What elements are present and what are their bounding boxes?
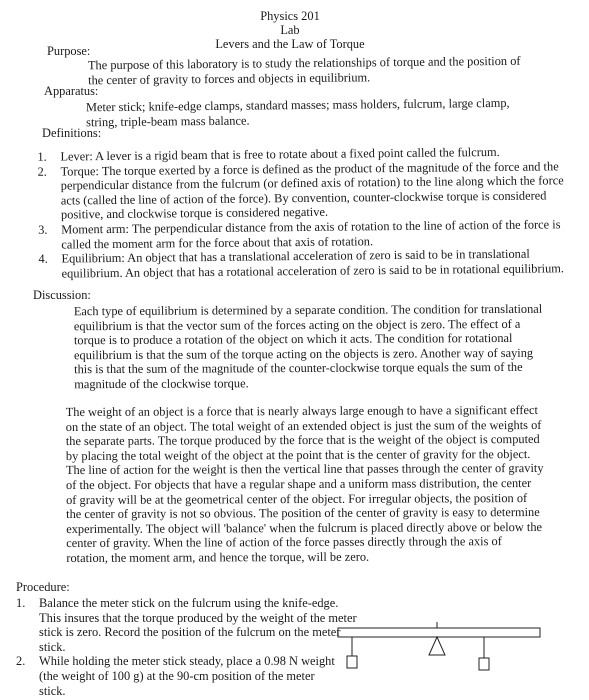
discussion-paragraph-1: [74, 302, 544, 392]
procedure-step-text: While holding the meter stick steady, place a 0.98 N weight (the weight of 100 g) at the 90-cm position of the meter stick.: [39, 654, 335, 698]
purpose-paragraph: The purpose of this laboratory is to study the relationships of torque and the position of the center of gravity to forces and objects in equilibrium.: [87, 53, 521, 87]
definition-text: Lever: A lever is a rigid beam that is free to rotate about a fixed point called the fulcrum.: [60, 144, 500, 164]
apparatus-text: [86, 96, 522, 130]
discussion-heading: Discussion:: [33, 288, 91, 302]
lever-diagram: [334, 618, 544, 688]
purpose-heading: Purpose:: [47, 44, 91, 58]
procedure-step-number: 1.: [16, 596, 26, 610]
left-mass-holder: [347, 656, 357, 668]
document-type: Lab: [280, 23, 300, 37]
apparatus-heading: Apparatus:: [44, 84, 99, 98]
definition-number: 4.: [38, 251, 48, 266]
definition-text: Equilibrium: An object that has a translational acceleration of zero is said to be in translational equilibrium. An object that has a rotational acceleration of zero is said to be in rotational equilibrium.: [61, 246, 565, 281]
lab-title: Levers and the Law of Torque: [215, 37, 365, 51]
definition-item: [37, 159, 566, 223]
definition-number: 2.: [37, 164, 47, 179]
definition-text: Torque: The torque exerted by a force is defined as the product of the magnitude of the force and the perpendicular distance from the fulcrum (or defined axis of rotation) to the line along which the force acts (called the line of action of the force). By convention, counter-clockwise torque is considered positive, and clockwise torque is considered negative.: [60, 158, 564, 222]
definition-text: Moment arm: The perpendicular distance from the axis of rotation to the line of action of the force is called the moment arm for the force about that axis of rotation.: [61, 217, 561, 252]
fulcrum-triangle: [429, 637, 445, 655]
procedure-step-text: Balance the meter stick on the fulcrum using the knife-edge. This insures that the torque produced by the weight of the meter stick is zero. Record the position of the fulcrum on the meter stick.: [39, 596, 357, 654]
apparatus-paragraph: Meter stick; knife-edge clamps, standard masses; mass holders, fulcrum, large clamp, string, triple-beam mass balance.: [85, 95, 510, 129]
definition-number: 3.: [38, 222, 48, 237]
discussion-text: Each type of equilibrium is determined by a separate condition. The condition for translational equilibrium is that the vector sum of the forces acting on the object is zero. The effect of a torque is to produce a rotation of the object on which it acts. The condition for rotational equilibrium is that the sum of the torque acting on the objects is zero. Another way of saying this is that the sum of the magnitude of the counter-clockwise torque equals the sum of the magnitude of the clockwise torque.: [73, 301, 543, 392]
meter-stick: [338, 628, 540, 637]
definitions-list: [37, 144, 566, 281]
right-mass-holder: [479, 658, 489, 670]
definition-number: 1.: [37, 149, 47, 164]
definitions-heading: Definitions:: [42, 126, 102, 140]
discussion-text: The weight of an object is a force that is nearly always large enough to have a significant effect on the state of an object. The total weight of an extended object is just the sum of the weights of the separate parts. The torque produced by the force that is the weight of the object is computed by placing the total weight of the object at the point that is the center of gravity for the object. The line of action for the weight is then the vertical line that passes through the center of gravity of the object. For objects that have a regular shape and a uniform mass distribution, the center of gravity will be at the geometrical center of the object. For irregular objects, the position of the center of gravity is not so obvious. The position of the center of gravity is easy to determine experimentally. The object will 'balance' when the fulcrum is placed directly above or below the center of gravity. When the line of action of the force passes directly through the axis of rotation, the moment arm, and hence the torque, will be zero.: [65, 402, 544, 565]
procedure-step-number: 2.: [16, 654, 26, 669]
definition-item: [38, 246, 566, 281]
discussion-paragraph-2: [66, 403, 545, 566]
course-title: Physics 201: [260, 9, 320, 23]
procedure-heading: Procedure:: [16, 580, 70, 594]
purpose-text: [88, 54, 526, 88]
